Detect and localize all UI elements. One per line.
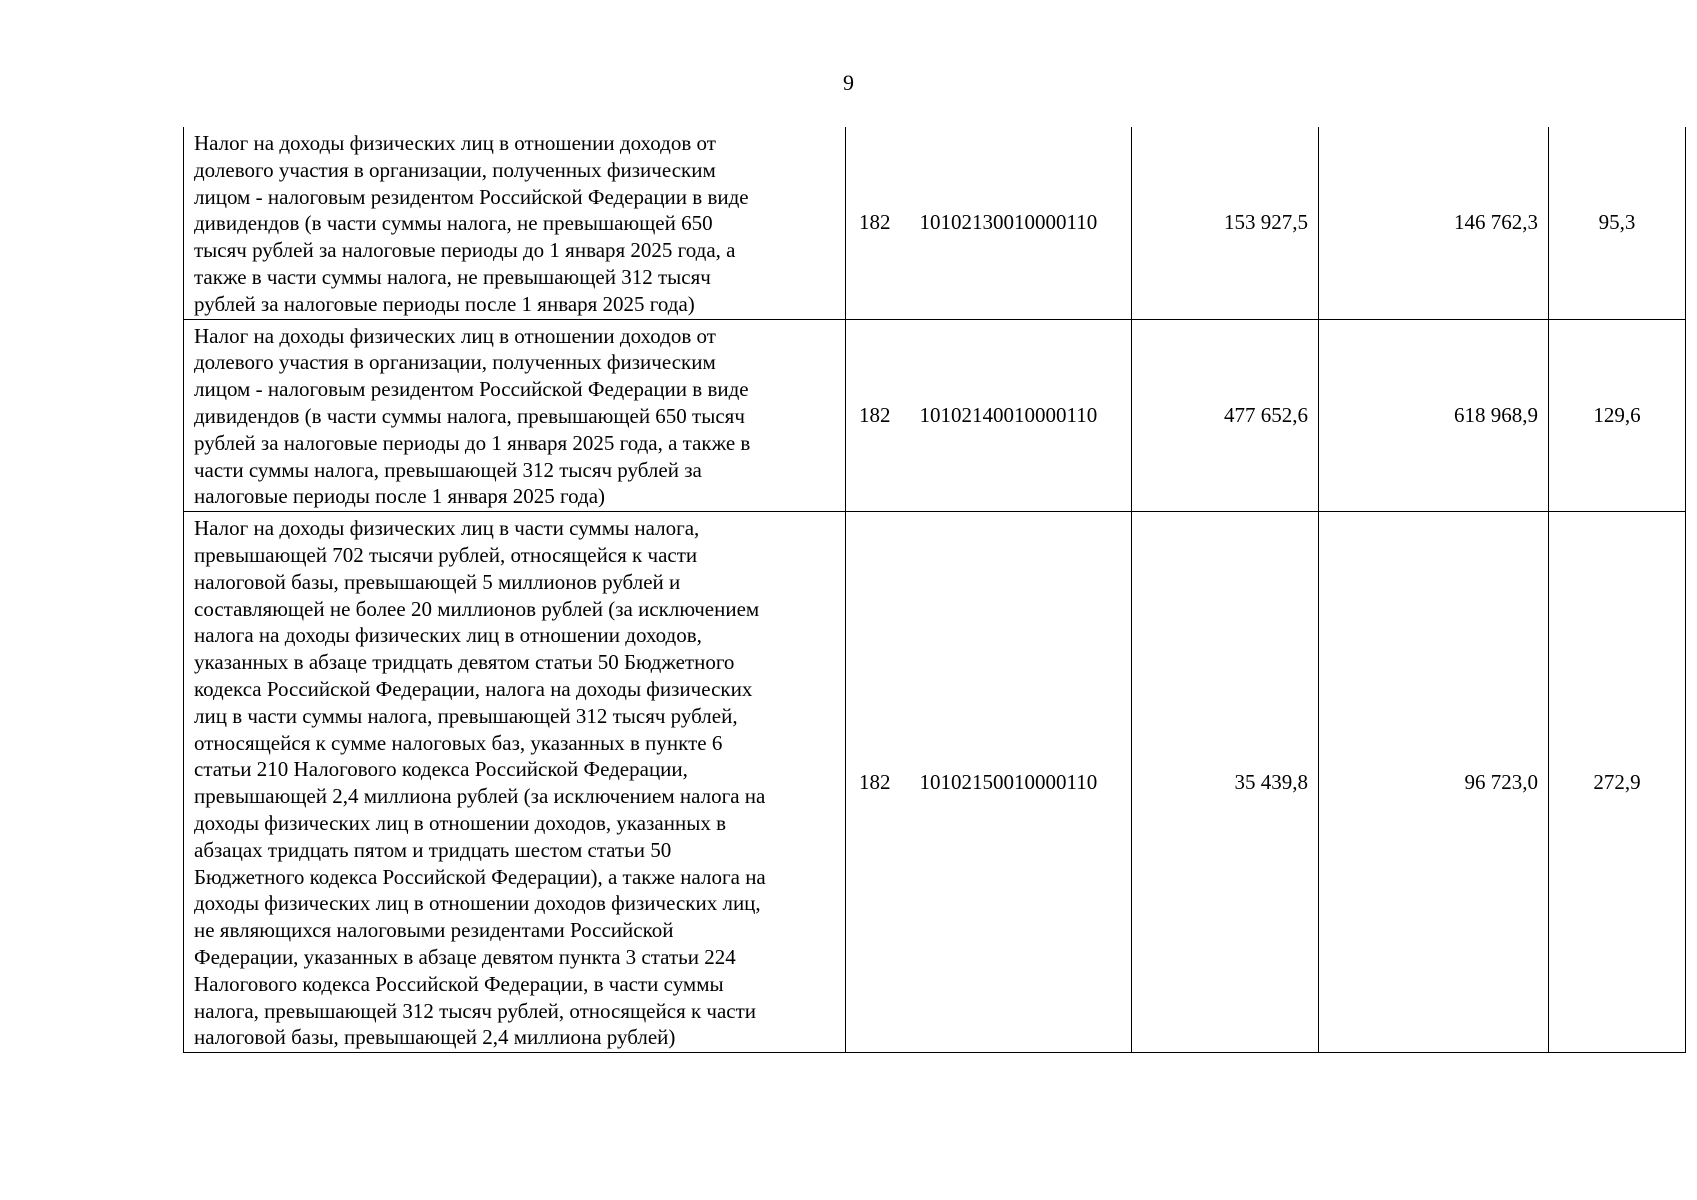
- description-line: дивидендов (в части суммы налога, превышающей 650 тысяч: [194, 403, 745, 428]
- classification-code-cell: 10102130010000110: [920, 127, 1132, 319]
- description-line: налога, превышающей 312 тысяч рублей, относящейся к части: [194, 998, 757, 1023]
- description-line: не являющихся налоговыми резидентами Российской: [194, 918, 674, 943]
- description-line: Налогового кодекса Российской Федерации, в части суммы: [194, 971, 724, 996]
- admin-code-cell: 182: [846, 512, 920, 1053]
- description-line: Федерации, указанных в абзаце девятом пункта 3 статьи 224: [194, 944, 736, 969]
- percent-cell: 129,6: [1549, 319, 1686, 512]
- description-line: долевого участия в организации, полученных физическим: [194, 350, 716, 375]
- description-line: доходы физических лиц в отношении доходов физических лиц,: [194, 891, 761, 916]
- value-1-cell: 477 652,6: [1132, 319, 1319, 512]
- table-row: [184, 319, 1686, 512]
- description-line: доходы физических лиц в отношении доходов, указанных в: [194, 810, 726, 835]
- value-2-cell: 96 723,0: [1319, 512, 1549, 1053]
- table-row: [184, 512, 1686, 1053]
- income-description-cell: [184, 127, 846, 319]
- description-line: налоговые периоды после 1 января 2025 года): [194, 484, 606, 509]
- description-line: Налог на доходы физических лиц в отношении доходов от: [194, 131, 716, 155]
- description-line: также в части суммы налога, не превышающей 312 тысяч: [194, 264, 711, 289]
- description-line: рублей за налоговые периоды до 1 января 2025 года, а также в: [194, 430, 751, 455]
- description-line: рублей за налоговые периоды после 1 января 2025 года): [194, 291, 695, 316]
- description-line: дивидендов (в части суммы налога, не превышающей 650: [194, 211, 713, 236]
- classification-code-cell: 10102140010000110: [920, 319, 1132, 512]
- description-line: лиц в части суммы налога, превышающей 312 тысяч рублей,: [194, 703, 738, 728]
- description-line: тысяч рублей за налоговые периоды до 1 января 2025 года, а: [194, 238, 736, 263]
- admin-code-cell: 182: [846, 127, 920, 319]
- description-line: указанных в абзаце тридцать девятом статьи 50 Бюджетного: [194, 650, 735, 675]
- description-line: превышающей 702 тысячи рублей, относящейся к части: [194, 542, 698, 567]
- description-line: налога на доходы физических лиц в отношении доходов,: [194, 623, 702, 648]
- description-line: части суммы налога, превышающей 312 тысяч рублей за: [194, 457, 702, 482]
- description-line: Бюджетного кодекса Российской Федерации), а также налога на: [194, 864, 766, 889]
- description-line: кодекса Российской Федерации, налога на доходы физических: [194, 676, 753, 701]
- value-1-cell: 153 927,5: [1132, 127, 1319, 319]
- revenue-table: [183, 127, 1686, 1053]
- income-description-cell: [184, 319, 846, 512]
- description-line: статьи 210 Налогового кодекса Российской Федерации,: [194, 757, 688, 782]
- description-line: долевого участия в организации, полученных физическим: [194, 157, 716, 182]
- classification-code-cell: 10102150010000110: [920, 512, 1132, 1053]
- description-line: относящейся к сумме налоговых баз, указанных в пункте 6: [194, 730, 723, 755]
- description-line: Налог на доходы физических лиц в части суммы налога,: [194, 516, 700, 541]
- table-row: [184, 127, 1686, 319]
- page-number: 9: [843, 70, 854, 95]
- description-line: Налог на доходы физических лиц в отношении доходов от: [194, 323, 716, 348]
- description-line: лицом - налоговым резидентом Российской Федерации в виде: [194, 184, 749, 209]
- admin-code-cell: 182: [846, 319, 920, 512]
- value-2-cell: 618 968,9: [1319, 319, 1549, 512]
- income-description-cell: [184, 512, 846, 1053]
- description-line: абзацах тридцать пятом и тридцать шестом статьи 50: [194, 837, 672, 862]
- value-2-cell: 146 762,3: [1319, 127, 1549, 319]
- value-1-cell: 35 439,8: [1132, 512, 1319, 1053]
- table-body: [184, 127, 1686, 1053]
- description-line: превышающей 2,4 миллиона рублей (за исключением налога на: [194, 784, 766, 809]
- description-line: составляющей не более 20 миллионов рублей (за исключением: [194, 596, 760, 621]
- description-line: лицом - налоговым резидентом Российской Федерации в виде: [194, 377, 749, 402]
- percent-cell: 95,3: [1549, 127, 1686, 319]
- description-line: налоговой базы, превышающей 2,4 миллиона рублей): [194, 1025, 676, 1050]
- percent-cell: 272,9: [1549, 512, 1686, 1053]
- description-line: налоговой базы, превышающей 5 миллионов рублей и: [194, 569, 681, 594]
